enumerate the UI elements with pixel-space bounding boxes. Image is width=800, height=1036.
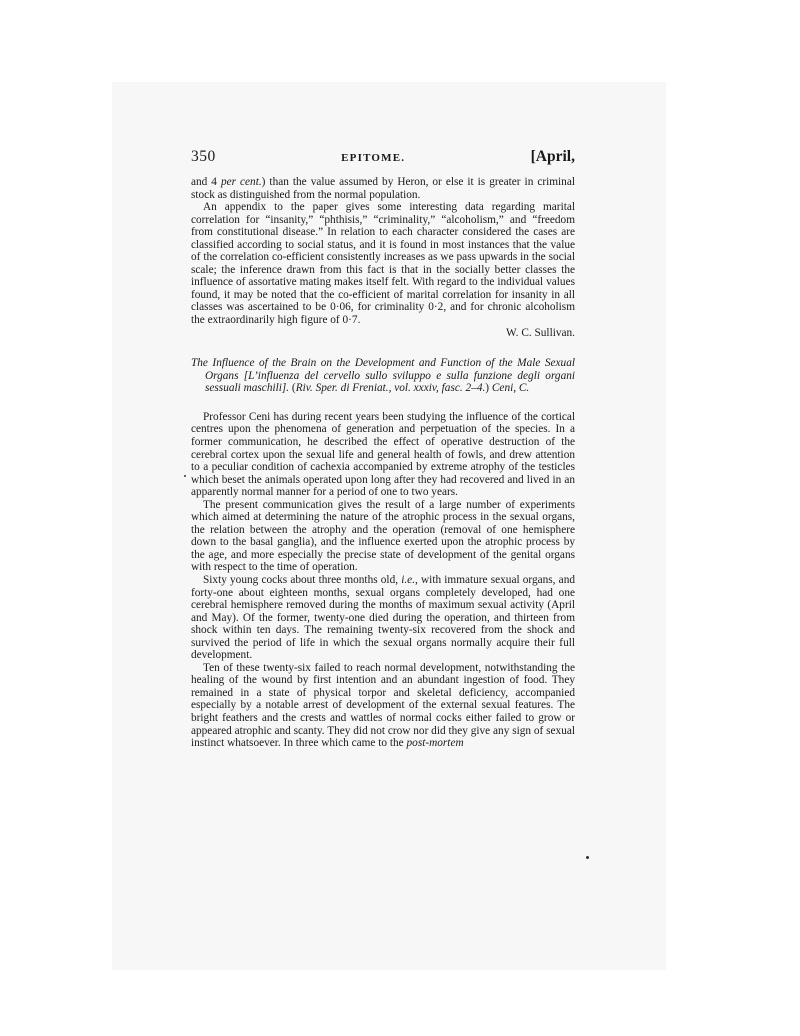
text-run: Sixty young cocks about three months old,: [203, 574, 402, 586]
running-head: [191, 148, 575, 166]
page-content: [191, 148, 575, 750]
text-run: ) than the value assumed by Heron, or else it is greater in criminal stock as distinguished from the normal population.: [191, 176, 575, 201]
text-run: and 4: [191, 176, 221, 188]
running-month: [April,: [530, 148, 575, 165]
text-run: ): [485, 382, 492, 395]
paragraph-continuation: [191, 176, 575, 201]
author-signature: W. C. Sullivan.: [506, 326, 575, 339]
paragraph-communication: The present communication gives the result of a large number of experiments which aimed at determining the nature of the atrophic process in the sexual organs, the relation between the atrophy and the operation (removal of one hemisphere down to the basal ganglia), and the influence exerted upon the atrophic process by the age, and more especially the precise state of development of the genital organs with respect to the time of operation.: [191, 498, 575, 574]
page-number: 350: [191, 148, 216, 165]
paragraph-appendix: An appendix to the paper gives some interesting data regarding marital correlation for “insanity,” “phthisis,” “criminality,” “alcoholism,” and “freedom from constitutional disease.” In relation to each character considered the cases are classified according to social status, and it is found in most instances that the value of the correlation co-efficient consistently increases as we pass upwards in the social scale; the inference drawn from this fact is that in the socially better classes the influence of assortative mating makes itself felt. With regard to the individual values found, it may be noted that the co-efficient of marital correlation for insanity in all classes was ascertained to be 0·06, for criminality 0·2, and for chronic alcoholism the extraordinarily high figure of 0·7.: [191, 201, 575, 327]
article-citation: [191, 357, 575, 395]
running-title: EPITOME.: [341, 152, 406, 164]
text-run: , with immature sexual organs, and forty-one about eighteen months, sexual organs completely developed, had one cerebral hemisphere removed during the months of maximum sexual activity (April and May). Of the former, twenty-one died during the operation, and thirteen from shock within ten days. The remaining twenty-six recovered from the shock and survived the period of life in which the sexual organs normally acquire their full development.: [191, 574, 575, 662]
paragraph-introduction: Professor Ceni has during recent years been studying the influence of the cortical centres upon the phenomena of generation and perpetuation of the species. In a former communication, he described the effect of operative destruction of the cerebral cortex upon the sexual life and general health of fowls, and drew attention to a peculiar condition of cachexia accompanied by extreme atrophy of the testicles which beset the animals operated upon long after they had recovered and lived in an apparently normal manner for a period of one to two years.: [191, 410, 575, 499]
italic-run: i.e.: [401, 574, 416, 586]
scan-speck: [586, 856, 589, 859]
paragraph-results: [191, 662, 575, 750]
paragraph-experiment: [191, 574, 575, 662]
italic-run: per cent.: [220, 176, 262, 188]
citation-journal: Riv. Sper. di Freniat., vol. xxxiv, fasc. 2–4.: [295, 382, 486, 395]
text-run: (: [289, 382, 296, 395]
text-run: Ten of these twenty-six failed to reach normal development, notwithstanding the healing of the wound by first intention and an abundant ingestion of food. They remained in a state of physical torpor and skeletal deficiency, accompanied especially by a notable arrest of development of the external sexual features. The bright feathers and the crests and wattles of normal cocks either failed to grow or appeared atrophic and scanty. They did not crow nor did they give any sign of sexual instinct whatsoever. In three which came to the: [191, 661, 575, 750]
italic-run: post-mortem: [406, 737, 464, 750]
citation-author: Ceni, C.: [491, 382, 530, 395]
scan-speck: [184, 475, 186, 477]
citation-title: The Influence of the Brain on the Development and Function of the Male Sexual Organs [L’influenza del cervello sullo sviluppo e sulla funzione degli organi sessuali maschili].: [191, 357, 575, 395]
